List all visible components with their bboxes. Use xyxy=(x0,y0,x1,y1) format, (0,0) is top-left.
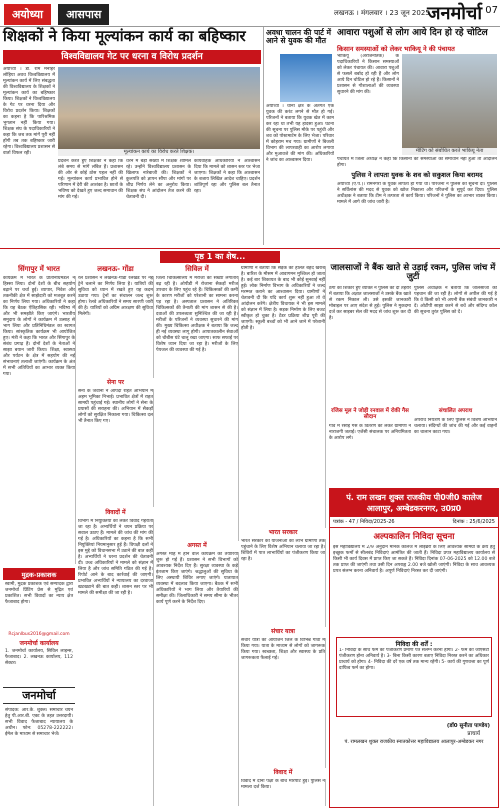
continuation-band-line xyxy=(0,248,500,249)
printline-body: स्वामी, मुद्रक प्रकाशक एवं सम्पादक द्वारा जनमोर्चा प्रिंटिंग प्रेस से मुद्रित एवं प्रकाशित। सभी विवादों का न्याय क्षेत्र फैजाबाद होगा। xyxy=(5,582,73,605)
col5-title: जालसाजों ने बैंक खाते से उड़ाई रकम, पुलिस जांच में जुटी xyxy=(330,263,496,282)
col5-body-d: अपराध नियंत्रण के लिए पुलिस ने विशेष अभियान चलाया। संदिग्धों की जांच की गई और कई वाहनों का चालान काटा गया। xyxy=(414,418,497,435)
tender-college: पं. राम लखन शुक्ल राजकीय पी0जी0 कालेज आलापुर, अम्बेडकरनगर, उ0प्र0 xyxy=(330,489,498,517)
tender-conditions-title: निविदा की शर्तें : xyxy=(395,641,433,648)
col2-body-c: विभाग में नियुक्तियों को लेकर विवाद गहराता जा रहा है। अभ्यर्थियों ने चयन प्रक्रिया पर सवाल उठाए हैं। मामले की जांच की मांग की गई है। अधिकारियों का कहना है कि सभी नियुक्तियां नियमानुसार हुई हैं। विपक्षी दलों ने इस मुद्दे को विधानसभा में उठाने की बात कही है। अभ्यर्थियों ने धरना प्रदर्शन की चेतावनी दी। उच्च अधिकारियों ने मामले को संज्ञान में लिया है और जांच समिति गठित की गई है। रिपोर्ट आने के बाद कार्रवाई की जाएगी। प्रभावित अभ्यर्थियों ने न्यायालय का दरवाजा खटखटाने की बात कही। शासन स्तर पर भी मामले की समीक्षा की जा रही है। xyxy=(78,519,154,806)
lead-photo-caption: मूल्यांकन कार्य का विरोध करते शिक्षक। xyxy=(58,149,260,156)
tender-ref: पत्रांक - 47 / निविदा/2025-26 xyxy=(333,519,395,525)
third-body-col2: पंचायत में जिला अध्यक्ष ने कहा कि किसानों की समस्याओं का समाधान नहीं हुआ तो आंदोलन होगा। xyxy=(337,157,497,168)
col4-body-d: विवाद में दोनों पक्षों के बीच मारपीट हुई। पुलिस ने मामला दर्ज किया। xyxy=(241,779,326,806)
second-photo xyxy=(280,54,332,102)
tender-body: इस महाविद्यालय में 2/9 अनुदान मानक कॉलेज में लाइब्रेरी के लिए आवश्यक सामग्री के क्रय हेतु इच्छुक फर्मों से सीलबंद निविदाएं आमंत्रित की जाती हैं। निविदा प्रपत्र महाविद्यालय कार्यालय से किसी भी कार्य दिवस में प्राप्त किए जा सकते हैं। निविदा दिनांक 07-06-2025 को 12.00 बजे तक प्राप्त की जाएंगी तथा उसी दिन अपराह्न 2.00 बजे खोली जाएंगी। निविदा के साथ आवश्यक प्रपत्र संलग्न करना अनिवार्य है। अपूर्ण निविदाएं निरस्त कर दी जाएंगी। xyxy=(333,545,495,574)
col5-sub1: रजिस मूल ने जोड़ी रनवाल में रोकी गैस सौदान xyxy=(331,408,409,420)
third-sub-headline: पुलिस ने लापता युवक के शव को सकुशल किया बरामद xyxy=(351,171,483,179)
second-body: अयोध्या । थाना क्षेत्र के अंतर्गत एक युवक की करंट लगने से मौत हो गई। परिजनों ने बताया कि युवक खेत में काम कर रहा था तभी यह हादसा हुआ। घटना की सूचना पर पुलिस मौके पर पहुंची और शव को पोस्टमार्टम के लिए भेजा। परिवार में कोहराम मच गया। ग्रामीणों ने बिजली विभाग की लापरवाही का आरोप लगाया और मुआवजे की मांग की। अधिकारियों ने जांच का आश्वासन दिया। xyxy=(266,104,334,163)
lead-photo xyxy=(58,67,260,149)
col3-sub: अगस्त में xyxy=(187,542,207,549)
third-sub-body: अयोध्या (ए.प.)। रामनगरी के युवक लापता हो गया था। परिजनों ने पुलिस को सूचना दी। पुलिस ने सर्विलांस की मदद से युवक को खोज निकाला और परिजनों के सुपुर्द कर दिया। पुलिस अधीक्षक ने बताया कि टीम ने तत्परता से कार्य किया। परिजनों ने पुलिस का आभार व्यक्त किया। मामले में आगे की जांच जारी है। xyxy=(337,182,497,205)
printline-footer: संपादक: आर.के. शुक्ल। समाचार चयन हेतु पी.आर.बी. एक्ट के तहत उत्तरदायी। सभी विवाद फैजाबाद न्यायालय के अधीन। फोन: 05278-222222। ईमेल के माध्यम से समाचार भेजें। xyxy=(5,708,73,737)
second-headline: अवधा चालन की पार्ट में आने से युवक की मौत xyxy=(266,28,332,45)
tender-designation: प्राचार्य xyxy=(467,731,480,737)
printline-email: Rcjanlbus2016@gmail.com xyxy=(8,632,70,637)
lead-subhead: विश्वविद्यालय गेट पर धरना व विरोध प्रदर्शन xyxy=(3,50,261,64)
printline-logo: जनमोर्चा xyxy=(3,687,75,704)
section-label-ayodhya: अयोध्या xyxy=(4,4,51,25)
continuation-band: पृष्ठ 1 का शेष... xyxy=(160,251,280,263)
masthead-logo: जनमोर्चा xyxy=(427,3,482,24)
col5-body-c: गांव में रसोई गैस के वितरण को लेकर ग्रामीणों ने नाराजगी जताई। एजेंसी संचालक पर अनियमितता के आरोप लगे। xyxy=(329,424,411,441)
third-photo xyxy=(402,54,497,148)
col3-body-a: जिला चिकित्सालय में मरीजों की संख्या लगातार बढ़ रही है। ओपीडी में रोजाना सैकड़ों मरीज उपचार के लिए पहुंच रहे हैं। चिकित्सकों की कमी के कारण मरीजों को परेशानी का सामना करना पड़ रहा है। अस्पताल प्रशासन ने अतिरिक्त चिकित्सकों की तैनाती की मांग शासन से की है। दवाओं की उपलब्धता सुनिश्चित की जा रही है। मरीजों के परिजनों ने व्यवस्था सुधारने की मांग की। मुख्य चिकित्सा अधीक्षक ने बताया कि जल्द ही नई व्यवस्था लागू होगी। आपातकालीन सेवाओं को चौबीस घंटे चालू रखा जाएगा। साफ सफाई पर विशेष ध्यान दिया जा रहा है। मरीजों के लिए पेयजल की व्यवस्था की गई है। xyxy=(156,276,239,541)
col3-title: सिविल में xyxy=(185,265,209,273)
col4-sub2: संचार यात्रा xyxy=(271,628,295,635)
tender-conditions xyxy=(336,637,492,717)
lead-headline: शिक्षकों ने किया मूल्यांकन कार्य का बहिष्कार xyxy=(3,27,246,45)
lead-body-col1: अयोध्या । डा. राम मनोहर लोहिया अवध विश्वविद्यालय में मूल्यांकन कार्य में लिए संबद्धता की विश्वविद्यालय के शिक्षकों ने मूल्यांकन कार्य का बहिष्कार किया। शिक्षकों ने विश्वविद्यालय के गेट पर धरना दिया और विरोध प्रदर्शन किया। शिक्षकों का कहना है कि पारिश्रमिक भुगतान नहीं किया गया। शिक्षक संघ के पदाधिकारियों ने कहा कि जब तक मांगें पूरी नहीं होंगी तब तक बहिष्कार जारी रहेगा। विश्वविद्यालय प्रशासन से वार्ता विफल रही। xyxy=(3,67,55,156)
col3-body-b: अगस्त माह में होने वाले कार्यक्रम की तैयारियां शुरू हो गई हैं। प्रशासन ने सभी विभागों को आवश्यक निर्देश दिए हैं। सुरक्षा व्यवस्था के कड़े इंतजाम किए जाएंगे। श्रद्धालुओं की सुविधा के लिए अस्थायी शिविर लगाए जाएंगे। यातायात व्यवस्था में बदलाव किया जाएगा। बैठक में सभी अधिकारियों ने भाग लिया और तैयारियों की समीक्षा की। जिलाधिकारी ने समय सीमा के भीतर कार्य पूर्ण करने के निर्देश दिए। xyxy=(156,552,239,806)
tender-conditions-list: 1- निविदा के साथ फर्म का पंजीकरण प्रमाण पत्र संलग्न करना होगा। 2- फर्म को जीएसटी पंजीकरण होना अनिवार्य है। 3- बिना किसी कारण बताए निविदा निरस्त करने का अधिकार प्राचार्य को होगा। 4- निविदा की दरें एक वर्ष तक मान्य रहेंगी। 5- कार्य की गुणवत्ता का पूर्ण दायित्व फर्म का होगा। xyxy=(339,648,489,671)
tender-date: दिनांक : 25/6/2025 xyxy=(452,519,495,525)
printline-label: जनमोर्चा कार्यालय xyxy=(19,640,59,647)
col1-title: सिंगापुर में भारत xyxy=(18,265,60,273)
tender-title: अल्पकालिन निविदा सूचना xyxy=(373,532,455,542)
page-header xyxy=(0,0,500,27)
third-photo-caption: मीटिंग को संबोधित करते भाकियू नेता xyxy=(402,148,497,155)
col4-body-c: संचार यात्रा का आयोजन जिले के विभिन्न गांवों में किया गया। यात्रा के माध्यम से लोगों को जागरूक किया गया। स्वच्छता, शिक्षा और स्वास्थ्य के प्रति जागरूकता फैलाई गई। xyxy=(241,638,326,768)
lead-body-col2: प्रदर्शन करते हुए शिक्षकों ने कहा कि लंबे समय से मांगें लंबित हैं। प्रशासन की ओर से कोई ठोस पहल नहीं की गई। मूल्यांकन कार्य प्रभावित होने से परिणाम में देरी की आशंका है। छात्रों के भविष्य को देखते हुए जल्द समाधान की मांग की गई। xyxy=(58,159,123,200)
tender-ref-row xyxy=(330,517,498,528)
third-subhead: किसान समस्याओं को लेकर भाकियू ने की पंचायत xyxy=(337,45,455,53)
third-body-col1: भाकियू (अराजनैतिक) के पदाधिकारियों ने किसान समस्याओं को लेकर पंचायत की। आवारा पशुओं से फसलें बर्बाद हो रही हैं और लोग आये दिन चोटिल हो रहे हैं। किसानों ने प्रशासन से गौशालाओं की व्यवस्था सुधारने की मांग की। xyxy=(337,54,399,95)
col5-sub2: संचालित अपराध xyxy=(438,408,473,414)
col1-body: कार्यक्रम में भारत के प्रतिनिधिमंडल ने हिस्सा लिया। दोनों देशों के बीच सहयोग बढ़ाने पर चर्चा हुई। व्यापार, निवेश और तकनीकी क्षेत्र में साझेदारी को मजबूत करने का निर्णय लिया गया। अधिकारियों ने कहा कि यह बैठक ऐतिहासिक रही। भविष्य में और भी समझौते किए जाएंगे। भारतीय समुदाय के लोगों ने कार्यक्रम में उत्साह से भाग लिया और प्रतिनिधिमंडल का स्वागत किया। सांस्कृतिक कार्यक्रम भी आयोजित हुए। मंत्री ने कहा कि भारत और सिंगापुर के संबंध प्रगाढ़ हैं। दोनों देशों के नेताओं ने साझा बयान जारी किया। शिक्षा, स्वास्थ्य और पर्यटन के क्षेत्र में सहयोग की नई संभावनाएं तलाशी जाएंगी। कार्यक्रम के अंत में सभी अतिथियों का आभार व्यक्त किया गया। xyxy=(3,276,76,564)
lead-body-col3: धरने में बड़ी संख्या में शिक्षक शामिल रहे। उन्होंने विश्वविद्यालय प्रशासन के खिलाफ नारेबाजी की। शिक्षकों ने कुलपति को ज्ञापन सौंपा और मांगों पर शीघ्र निर्णय लेने का अनुरोध किया। शिक्षक संघ ने आंदोलन तेज करने की चेतावनी दी। xyxy=(126,159,191,200)
lead-body-col4: कार्यवाहक अधिकारियों ने आश्वासन दिया कि मामले को शासन स्तर पर भेजा जाएगा। शिक्षकों ने कहा कि आश्वासन के बजाय लिखित आदेश चाहिए। प्रदर्शन शांतिपूर्ण रहा और पुलिस बल तैनात रहा। xyxy=(194,159,260,194)
page-number: 07 xyxy=(485,5,498,16)
col2-sub1: सेना पर xyxy=(107,379,124,386)
col5-body-b: पुलिस अधीक्षक ने बताया कि जालसाजों की पहचान की जा रही है। लोगों से अपील की गई है कि वे किसी को भी अपनी बैंक संबंधी जानकारी न दें। ओटीपी साझा करने से बचें और संदिग्ध कॉल की सूचना तुरंत पुलिस को दें। xyxy=(414,286,497,315)
col2-body-b: सेना के जवानों ने आपदा राहत अभियान में अहम भूमिका निभाई। प्रभावित क्षेत्रों में राहत सामग्री पहुंचाई गई। स्थानीय लोगों ने सेना के प्रयासों की सराहना की। अभियान में सैकड़ों लोगों को सुरक्षित निकाला गया। चिकित्सा दल भी तैनात किए गए। xyxy=(78,389,154,507)
col4-body-b: भारत सरकार की योजनाओं का लाभ ग्रामीणों तक पहुंचाने के लिए विशेष अभियान चलाया जा रहा है। शिविरों में पात्र लाभार्थियों का पंजीकरण किया जा रहा है। xyxy=(241,539,326,627)
dateline: लखनऊ । मंगलवार । 23 जून 2025 xyxy=(334,9,430,17)
second-story-box xyxy=(263,27,264,245)
section-label-aaspaas: आसपास xyxy=(58,4,109,25)
col4-sub1: भारत सरकार xyxy=(268,529,298,536)
col4-body-a: ग्रामीणों ने बताया कि सड़क की हालत बेहद खराब है। बारिश के मौसम में आवागमन मुश्किल हो जाता है। कई बार शिकायत के बाद भी कोई सुनवाई नहीं हुई। लोक निर्माण विभाग के अधिकारियों ने जल्द मरम्मत कराने का आश्वासन दिया। ग्रामीणों ने चेतावनी दी कि यदि कार्य शुरू नहीं हुआ तो वे आंदोलन करेंगे। क्षेत्रीय विधायक ने भी इस मामले को संज्ञान में लिया है। सड़क निर्माण के लिए बजट स्वीकृत हो चुका है। टेंडर प्रक्रिया शीघ्र पूरी की जाएगी। स्कूली बच्चों को भी आने जाने में परेशानी होती है। xyxy=(241,266,326,528)
col2-sub2: विवादों में xyxy=(105,509,126,516)
col5-body-a: ठगी का शिकार हुए व्यक्ति ने पुलिस को दी तहरीर में बताया कि अज्ञात जालसाजों ने उसके बैंक खाते से रकम निकाल ली। उसे इसकी जानकारी मोबाइल पर आए संदेश से हुई। पुलिस ने मुकदमा दर्ज कर साइबर सेल की मदद से जांच शुरू कर दी है। xyxy=(329,286,411,321)
printline-box xyxy=(3,568,75,808)
printline-title: मुद्रक-प्रकाशक xyxy=(3,570,75,580)
col2-body-a: रेल प्रशासन ने लखनऊ-गोंडा रेलखंड पर नई ट्रेनें चलाने का निर्णय लिया है। यात्रियों की सुविधा को ध्यान में रखते हुए यह कदम उठाया गया। ट्रेनों का संचालन जल्द शुरू होगा। रेलवे अधिकारियों ने समय सारणी जारी की है। यात्रियों को अग्रिम आरक्षण की सुविधा मिलेगी। xyxy=(78,276,154,378)
col4-sub3: विवाद में xyxy=(273,769,293,776)
tender-signer: (डॉ0 सुनीता पाण्डेय) xyxy=(446,723,490,729)
printline-address: 1. जनमोर्चा कार्यालय, सिविल लाइन्स, फैजाबाद। 2. लखनऊ कार्यालय, 112 सेक्टर। xyxy=(5,649,73,666)
third-headline: आवारा पशुओं से लोग आये दिन हो रहे चोटिल xyxy=(337,28,488,38)
tender-notice xyxy=(329,488,499,808)
col2-title: लखनऊ- गोंडा xyxy=(97,265,134,273)
tender-footer: पं. रामलखन शुक्ल राजकीय स्नातकोत्तर महाविद्यालय आलापुर-अम्बेडकर नगर xyxy=(344,739,484,745)
